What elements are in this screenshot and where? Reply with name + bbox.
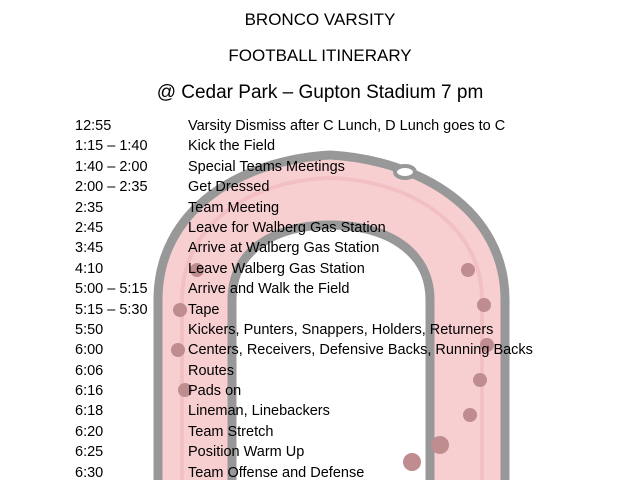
- schedule-event: Special Teams Meetings: [188, 158, 345, 175]
- schedule-event: Arrive and Walk the Field: [188, 281, 350, 298]
- schedule-row: [75, 136, 615, 156]
- schedule-time: 1:15 – 1:40: [75, 138, 148, 155]
- schedule-event: Get Dressed: [188, 179, 270, 196]
- schedule-row: [75, 177, 615, 197]
- schedule-row: [75, 320, 615, 340]
- schedule-event: Arrive at Walberg Gas Station: [188, 240, 380, 257]
- schedule-time: 5:50: [75, 321, 104, 338]
- schedule-event: Pads on: [188, 383, 242, 400]
- schedule-event: Team Meeting: [188, 199, 280, 216]
- schedule-row: [75, 381, 615, 401]
- schedule-time: 4:10: [75, 260, 104, 277]
- schedule-time: 6:16: [75, 383, 104, 400]
- schedule-row: [75, 116, 615, 136]
- schedule-time: 2:35: [75, 199, 104, 216]
- schedule-event: Team Stretch: [188, 423, 274, 440]
- schedule-time: 3:45: [75, 240, 104, 257]
- schedule-row: [75, 259, 615, 279]
- schedule-time: 5:00 – 5:15: [75, 281, 148, 298]
- title-location: @ Cedar Park – Gupton Stadium 7 pm: [156, 82, 484, 103]
- title-itinerary: FOOTBALL ITINERARY: [228, 46, 412, 65]
- schedule-row: [75, 218, 615, 238]
- schedule-time: 6:00: [75, 342, 104, 359]
- schedule-time: 6:25: [75, 444, 104, 461]
- title-team: BRONCO VARSITY: [244, 10, 396, 29]
- schedule-row: [75, 198, 615, 218]
- schedule-time: 6:06: [75, 362, 104, 379]
- schedule-event: Lineman, Linebackers: [188, 403, 330, 420]
- schedule-event: Tape: [188, 301, 220, 318]
- schedule-row: [75, 340, 615, 360]
- schedule-time: 2:45: [75, 219, 104, 236]
- schedule-time: 6:18: [75, 403, 104, 420]
- schedule-event: Kick the Field: [188, 138, 276, 155]
- schedule-list: [75, 116, 615, 483]
- schedule-row: [75, 422, 615, 442]
- schedule-row: [75, 279, 615, 299]
- schedule-time: 2:00 – 2:35: [75, 179, 148, 196]
- schedule-time: 12:55: [75, 118, 112, 134]
- schedule-time: 6:30: [75, 464, 104, 481]
- schedule-time: 5:15 – 5:30: [75, 301, 148, 318]
- schedule-event: Routes: [188, 362, 234, 379]
- schedule-event: Centers, Receivers, Defensive Backs, Running Backs: [188, 342, 533, 359]
- schedule-time: 1:40 – 2:00: [75, 158, 148, 175]
- schedule-time: 6:20: [75, 423, 104, 440]
- schedule-row: [75, 157, 615, 177]
- schedule-event: Team Offense and Defense: [188, 464, 365, 481]
- schedule-row: [75, 442, 615, 462]
- schedule-row: [75, 238, 615, 258]
- schedule-event: Kickers, Punters, Snappers, Holders, Returners: [188, 321, 494, 338]
- schedule-event: Leave for Walberg Gas Station: [188, 219, 386, 236]
- schedule-row: [75, 361, 615, 381]
- schedule-event: Position Warm Up: [188, 444, 305, 461]
- schedule-event: Varsity Dismiss after C Lunch, D Lunch goes to C: [188, 118, 506, 134]
- schedule-row: [75, 300, 615, 320]
- schedule-event: Leave Walberg Gas Station: [188, 260, 365, 277]
- schedule-row: [75, 401, 615, 421]
